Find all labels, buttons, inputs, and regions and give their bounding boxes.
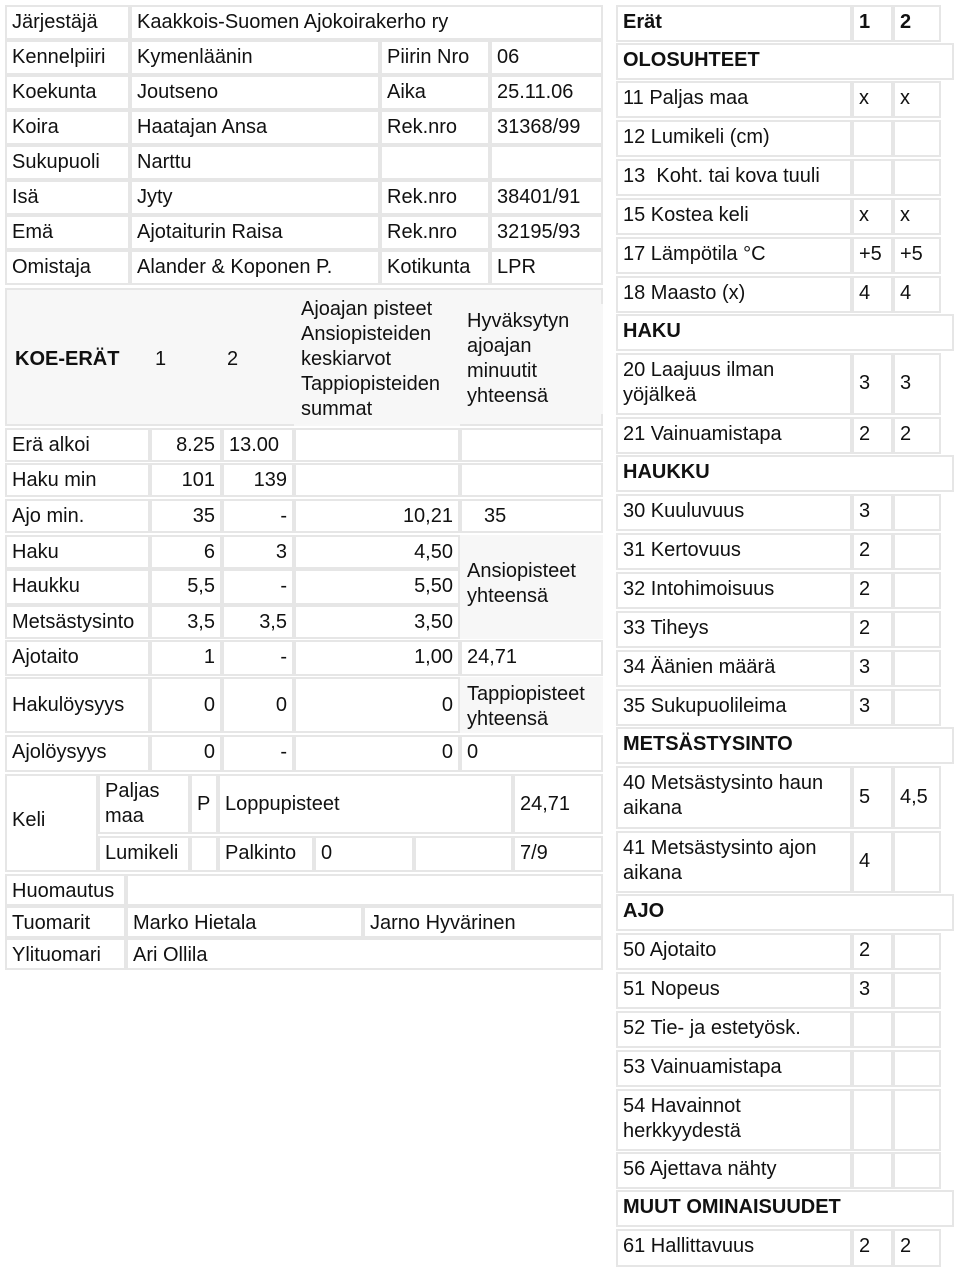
kennelpiiri-label: Kennelpiiri (5, 40, 130, 75)
hakuloysyys-1: 0 (150, 677, 222, 733)
r30-a: 3 (852, 494, 893, 531)
r32-b (893, 572, 941, 609)
koekunta-label: Koekunta (5, 75, 130, 110)
r21-label: 21 Vainuamistapa (616, 417, 852, 454)
sukupuoli-empty-1 (380, 145, 490, 180)
haku-min-label: Haku min (5, 463, 150, 497)
r33-a: 2 (852, 611, 893, 648)
hakuloysyys-sum: 0 (294, 677, 460, 733)
r56-a (852, 1152, 893, 1189)
keli-paljas-maa: Paljas maa (98, 774, 190, 834)
era-alkoi-empty-1 (294, 428, 460, 462)
r17-a: +5 (852, 237, 893, 274)
r35-b (893, 689, 941, 726)
palkinto-value: 0 (314, 836, 414, 872)
ajoloysyys-sum: 0 (294, 735, 460, 772)
koira-value: Haatajan Ansa (130, 110, 380, 145)
sukupuoli-value: Narttu (130, 145, 380, 180)
keli-p: P (190, 774, 218, 834)
r12-a (852, 120, 893, 157)
isa-value: Jyty (130, 180, 380, 215)
haku-label: Haku (5, 535, 150, 569)
r11-b: x (893, 81, 941, 118)
r18-b: 4 (893, 276, 941, 313)
ajo-min-2: - (222, 499, 294, 533)
omistaja-value: Alander & Koponen P. (130, 250, 380, 285)
keli-lumikeli: Lumikeli (98, 836, 190, 872)
r41-label: 41 Metsästysinto ajon aikana (616, 831, 852, 893)
koira-reknro-value: 31368/99 (490, 110, 603, 145)
haku-min-2: 139 (222, 463, 294, 497)
r31-a: 2 (852, 533, 893, 570)
ajoajan-pisteet-header: Ajoajan pisteet Ansiopisteiden keskiarvot Tappiopisteiden summat (294, 292, 460, 426)
r51-label: 51 Nopeus (616, 972, 852, 1009)
palkinto-label: Palkinto (218, 836, 314, 872)
kennelpiiri-value: Kymenläänin (130, 40, 380, 75)
ajoloysyys-2: - (222, 735, 294, 772)
keli-label: Keli (5, 774, 98, 872)
r12-label: 12 Lumikeli (cm) (616, 120, 852, 157)
r61-a: 2 (852, 1229, 893, 1267)
ajo-min-label: Ajo min. (5, 499, 150, 533)
ajo-header: AJO (616, 894, 954, 931)
r54-b (893, 1089, 941, 1151)
r18-a: 4 (852, 276, 893, 313)
r61-label: 61 Hallittavuus (616, 1229, 852, 1267)
ajo-min-1: 35 (150, 499, 222, 533)
r56-label: 56 Ajettava nähty (616, 1152, 852, 1189)
huomautus-label: Huomautus (5, 874, 126, 906)
tuomari-1: Marko Hietala (126, 906, 363, 938)
era-alkoi-2: 13.00 (222, 428, 294, 462)
r32-a: 2 (852, 572, 893, 609)
r17-label: 17 Lämpötila °C (616, 237, 852, 274)
haku-header: HAKU (616, 314, 954, 351)
koira-reknro-label: Rek.nro (380, 110, 490, 145)
tappiopisteet-yhteensa: Tappiopisteet yhteensä (460, 677, 603, 733)
r40-label: 40 Metsästysinto haun aikana (616, 766, 852, 829)
jarjestaja-label: Järjestäjä (5, 5, 130, 40)
ajo-min-avg: 10,21 (294, 499, 460, 533)
ema-label: Emä (5, 215, 130, 250)
r34-label: 34 Äänien määrä (616, 650, 852, 687)
r11-label: 11 Paljas maa (616, 81, 852, 118)
metsastysinto-header: METSÄSTYSINTO (616, 727, 954, 764)
r15-b: x (893, 198, 941, 235)
ajo-min-total: 35 (460, 499, 603, 533)
ajotaito-label: Ajotaito (5, 640, 150, 676)
r50-a: 2 (852, 933, 893, 970)
r53-label: 53 Vainuamistapa (616, 1050, 852, 1087)
r41-b (893, 831, 941, 893)
r40-a: 5 (852, 766, 893, 829)
r21-b: 2 (893, 417, 941, 454)
piirin-nro-value: 06 (490, 40, 603, 75)
r54-label: 54 Havainnot herkkyydestä (616, 1089, 852, 1151)
r56-b (893, 1152, 941, 1189)
era-alkoi-1: 8.25 (150, 428, 222, 462)
r15-a: x (852, 198, 893, 235)
metsastysinto-2: 3,5 (222, 605, 294, 639)
koekunta-value: Joutseno (130, 75, 380, 110)
jarjestaja-value: Kaakkois-Suomen Ajokoirakerho ry (130, 5, 603, 40)
erat-label: Erät (616, 5, 852, 42)
ajotaito-total: 24,71 (460, 640, 603, 676)
ansiopisteet-yhteensa: Ansiopisteet yhteensä (460, 535, 603, 639)
r34-b (893, 650, 941, 687)
ema-value: Ajotaiturin Raisa (130, 215, 380, 250)
loppupisteet-value: 24,71 (513, 774, 603, 834)
r54-a (852, 1089, 893, 1151)
r20-b: 3 (893, 353, 941, 415)
r15-label: 15 Kostea keli (616, 198, 852, 235)
ema-reknro-value: 32195/93 (490, 215, 603, 250)
r51-a: 3 (852, 972, 893, 1009)
ajoloysyys-1: 0 (150, 735, 222, 772)
haukku-1: 5,5 (150, 569, 222, 605)
r40-b: 4,5 (893, 766, 941, 829)
r34-a: 3 (852, 650, 893, 687)
erat-2: 2 (893, 5, 941, 42)
metsastysinto-label: Metsästysinto (5, 605, 150, 639)
loppupisteet-label: Loppupisteet (218, 774, 513, 834)
r51-b (893, 972, 941, 1009)
haukku-avg: 5,50 (294, 569, 460, 605)
isa-reknro-value: 38401/91 (490, 180, 603, 215)
metsastysinto-avg: 3,50 (294, 605, 460, 639)
koira-label: Koira (5, 110, 130, 145)
r12-b (893, 120, 941, 157)
r52-b (893, 1011, 941, 1048)
r21-a: 2 (852, 417, 893, 454)
r35-a: 3 (852, 689, 893, 726)
haukku-label: Haukku (5, 569, 150, 605)
sukupuoli-label: Sukupuoli (5, 145, 130, 180)
r30-b (893, 494, 941, 531)
piirin-nro-label: Piirin Nro (380, 40, 490, 75)
hakuloysyys-2: 0 (222, 677, 294, 733)
r35-label: 35 Sukupuolileima (616, 689, 852, 726)
sukupuoli-empty-2 (490, 145, 603, 180)
ajoloysyys-total: 0 (460, 735, 603, 772)
haku-min-1: 101 (150, 463, 222, 497)
haku-avg: 4,50 (294, 535, 460, 569)
kotikunta-label: Kotikunta (380, 250, 490, 285)
r33-b (893, 611, 941, 648)
haukku-header: HAUKKU (616, 455, 954, 492)
ylituomari-value: Ari Ollila (126, 938, 603, 970)
r53-b (893, 1050, 941, 1087)
haku-min-empty-1 (294, 463, 460, 497)
r32-label: 32 Intohimoisuus (616, 572, 852, 609)
aika-value: 25.11.06 (490, 75, 603, 110)
r13-label: 13 Koht. tai kova tuuli (616, 159, 852, 196)
tuomari-2: Jarno Hyvärinen (363, 906, 603, 938)
ajoloysyys-label: Ajolöysyys (5, 735, 150, 772)
isa-label: Isä (5, 180, 130, 215)
isa-reknro-label: Rek.nro (380, 180, 490, 215)
huomautus-value (126, 874, 603, 906)
r61-b: 2 (893, 1229, 941, 1267)
omistaja-label: Omistaja (5, 250, 130, 285)
r20-a: 3 (852, 353, 893, 415)
tuomarit-label: Tuomarit (5, 906, 126, 938)
aika-label: Aika (380, 75, 490, 110)
r13-a (852, 159, 893, 196)
metsastysinto-1: 3,5 (150, 605, 222, 639)
sijoitus-value: 7/9 (513, 836, 603, 872)
haku-2: 3 (222, 535, 294, 569)
r31-b (893, 533, 941, 570)
ylituomari-label: Ylituomari (5, 938, 126, 970)
ajotaito-avg: 1,00 (294, 640, 460, 676)
r50-b (893, 933, 941, 970)
r17-b: +5 (893, 237, 941, 274)
r31-label: 31 Kertovuus (616, 533, 852, 570)
koe-erat-title: KOE-ERÄT (15, 348, 120, 370)
muut-ominaisuudet-header: MUUT OMINAISUUDET (616, 1190, 954, 1227)
r33-label: 33 Tiheys (616, 611, 852, 648)
haku-1: 6 (150, 535, 222, 569)
ajotaito-1: 1 (150, 640, 222, 676)
erat-1: 1 (852, 5, 893, 42)
era-alkoi-label: Erä alkoi (5, 428, 150, 462)
r52-label: 52 Tie- ja estetyösk. (616, 1011, 852, 1048)
r41-a: 4 (852, 831, 893, 893)
koe-era-1-header: 1 (155, 348, 167, 370)
r52-a (852, 1011, 893, 1048)
ema-reknro-label: Rek.nro (380, 215, 490, 250)
era-alkoi-empty-2 (460, 428, 603, 462)
r50-label: 50 Ajotaito (616, 933, 852, 970)
r18-label: 18 Maasto (x) (616, 276, 852, 313)
kotikunta-value: LPR (490, 250, 603, 285)
lumikeli-empty (190, 836, 218, 872)
palkinto-empty (414, 836, 513, 872)
koe-era-2-header: 2 (227, 348, 239, 370)
r30-label: 30 Kuuluvuus (616, 494, 852, 531)
hakuloysyys-label: Hakulöysyys (5, 677, 150, 733)
r20-label: 20 Laajuus ilman yöjälkeä (616, 353, 852, 415)
olosuhteet-header: OLOSUHTEET (616, 43, 954, 80)
r53-a (852, 1050, 893, 1087)
ajotaito-2: - (222, 640, 294, 676)
r11-a: x (852, 81, 893, 118)
r13-b (893, 159, 941, 196)
haku-min-empty-2 (460, 463, 603, 497)
hyvaksytyn-header: Hyväksytyn ajoajan minuutit yhteensä (460, 304, 603, 414)
haukku-2: - (222, 569, 294, 605)
